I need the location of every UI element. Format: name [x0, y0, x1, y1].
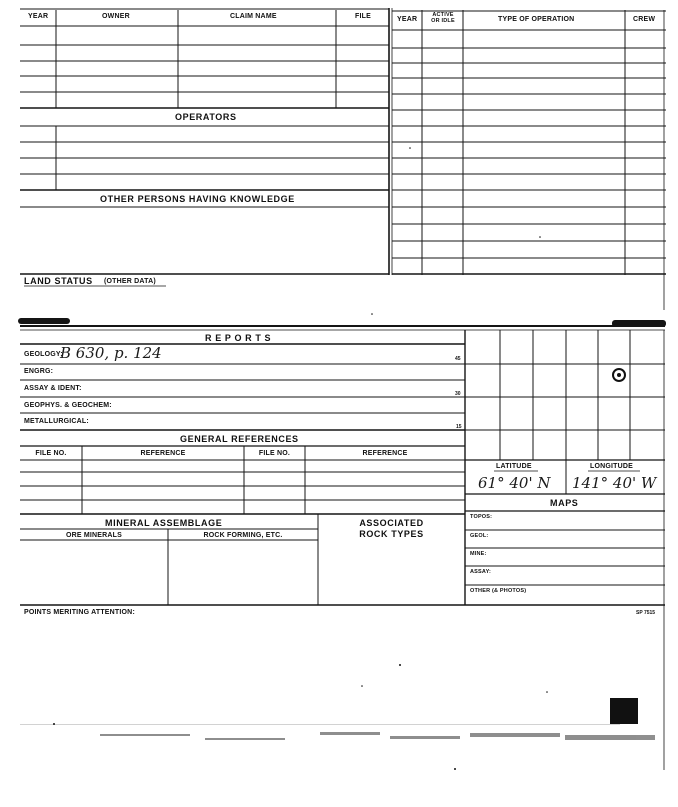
- report-assay-label: ASSAY & IDENT:: [24, 385, 82, 392]
- operators-heading: OPERATORS: [175, 112, 237, 122]
- report-assay-page: 30: [455, 391, 461, 397]
- general-references-title: GENERAL REFERENCES: [180, 434, 299, 444]
- longitude-label: LONGITUDE: [590, 463, 634, 470]
- maps-title: MAPS: [550, 498, 579, 508]
- other-persons-heading: OTHER PERSONS HAVING KNOWLEDGE: [100, 194, 295, 204]
- right-year-header: YEAR: [397, 16, 418, 23]
- associated-header-line1: ASSOCIATED: [359, 518, 424, 528]
- rock-forming-header: ROCK FORMING, ETC.: [203, 532, 283, 539]
- report-geology-label: GEOLOGY:: [24, 351, 63, 358]
- crew-header: CREW: [633, 16, 656, 23]
- maps-geol-label: GEOL:: [470, 533, 489, 539]
- ore-minerals-header: ORE MINERALS: [65, 532, 123, 539]
- land-status-sub: (OTHER DATA): [104, 278, 156, 285]
- active-header-line1: ACTIVE: [432, 12, 454, 18]
- owner-header: OWNER: [102, 13, 130, 20]
- report-metallurgical-label: METALLURGICAL:: [24, 418, 89, 425]
- report-engrg-label: ENGRG:: [24, 368, 54, 375]
- longitude-value: 141° 40' W: [572, 474, 657, 492]
- form-number: SP 7515: [636, 610, 656, 616]
- report-geophys-label: GEOPHYS. & GEOCHEM:: [24, 402, 112, 409]
- maps-mine-label: MINE:: [470, 551, 487, 557]
- report-metallurgical-page: 15: [456, 424, 462, 430]
- latitude-label: LATITUDE: [496, 463, 532, 470]
- claim-name-header: CLAIM NAME: [230, 13, 277, 20]
- mineral-assemblage-title: MINERAL ASSEMBLAGE: [105, 518, 223, 528]
- report-geology-value: B 630, p. 124: [60, 344, 162, 362]
- gr-reference-header-2: REFERENCE: [362, 450, 408, 457]
- year-header: YEAR: [28, 13, 49, 20]
- gr-file-no-header-2: FILE NO.: [258, 450, 291, 457]
- maps-other-label: OTHER (& PHOTOS): [470, 588, 527, 594]
- associated-header-line2: ROCK TYPES: [359, 529, 424, 539]
- gr-file-no-header-1: FILE NO.: [35, 450, 67, 457]
- maps-assay-label: ASSAY:: [470, 569, 492, 575]
- land-status-label: LAND STATUS: [24, 276, 93, 286]
- type-of-operation-header: TYPE OF OPERATION: [498, 16, 575, 23]
- report-geology-page: 45: [455, 356, 461, 362]
- maps-topos-label: TOPOS:: [470, 514, 493, 520]
- active-header-line2: OR IDLE: [431, 18, 455, 24]
- latitude-value: 61° 40' N: [478, 474, 551, 492]
- points-meriting-attention-label: POINTS MERITING ATTENTION:: [24, 609, 135, 616]
- reports-title: R E P O R T S: [205, 333, 272, 343]
- gr-reference-header-1: REFERENCE: [140, 450, 186, 457]
- file-header: FILE: [355, 13, 371, 20]
